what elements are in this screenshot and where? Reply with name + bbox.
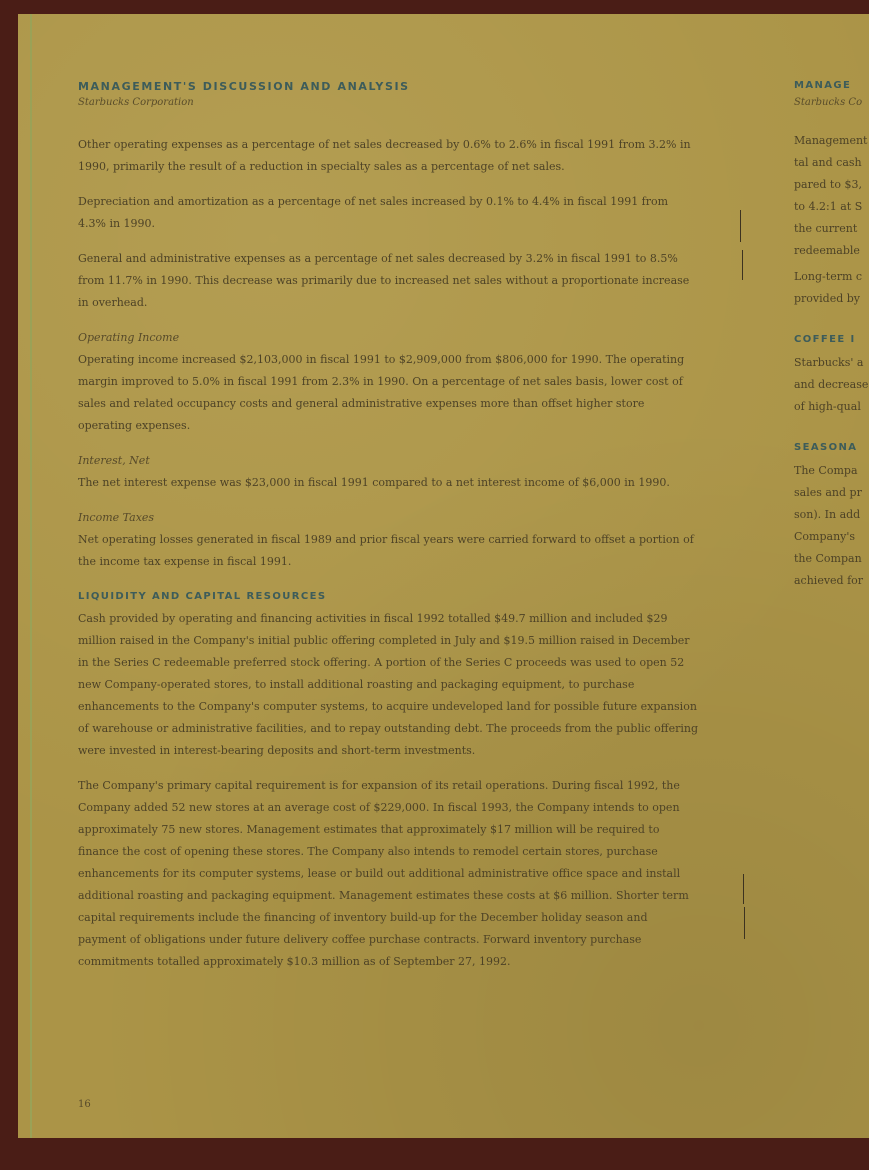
facing-page-text-line: son). In add (794, 508, 861, 521)
facing-page-text-line: of high-qual (794, 400, 861, 413)
facing-page-text-line: pared to $3, (794, 178, 862, 191)
facing-page-column (794, 14, 869, 1138)
facing-page-text-line: Starbucks Co (794, 97, 863, 108)
body-paragraph: The Company's primary capital requirement is for expansion of its retail operations. During fiscal 1992, the Company added 52 new stores at an average cost of $229,000. In fiscal 1993, the Company intends to open approximately 75 new stores. Management estimates that approximately $17 million will be required to finance the cost of opening these stores. The Company also intends to remodel certain stores, purchase enhancements for its computer systems, lease or build out additional administrative office space and install additional roasting and packaging equipment. Management estimates these costs at $6 million. Shorter term capital requirements include the financing of inventory build-up for the December holiday season and payment of obligations under future delivery coffee purchase contracts. Forward inventory purchase commitments totalled approximately $10.3 million as of September 27, 1992. (78, 779, 689, 968)
subsection-heading: Operating Income (78, 331, 180, 344)
section-heading: LIQUIDITY AND CAPITAL RESOURCES (78, 591, 327, 602)
subsection-heading: Income Taxes (78, 511, 155, 524)
facing-page-text-line: provided by (794, 292, 860, 305)
facing-page-text-line: to 4.2:1 at S (794, 200, 863, 213)
body-paragraph: Depreciation and amortization as a percentage of net sales increased by 0.1% to 4.4% in fiscal 1991 from 4.3% in 1990. (78, 195, 669, 230)
body-paragraph: Operating income increased $2,103,000 in fiscal 1991 to $2,909,000 from $806,000 for 1990. The operating margin improved to 5.0% in fiscal 1991 from 2.3% in 1990. On a percentage of net sales basis, lower cost of sales and related occupancy costs and general administrative expenses more than offset higher store operating expenses. (78, 353, 685, 432)
facing-page-text-line: Company's (794, 530, 856, 543)
margin-mark-lower-b (744, 907, 745, 939)
document-page (18, 14, 869, 1138)
section-header-title: MANAGEMENT'S DISCUSSION AND ANALYSIS (78, 80, 410, 93)
facing-page-text-line: Starbucks' a (794, 356, 864, 369)
facing-page-heading: SEASONA (794, 442, 858, 453)
facing-page-text-line: achieved for (794, 574, 864, 587)
main-text-column (78, 134, 698, 986)
facing-page-text-line: Management (794, 134, 868, 147)
facing-page-text-line: and decrease (794, 378, 869, 391)
body-paragraph: Other operating expenses as a percentage of net sales decreased by 0.6% to 2.6% in fiscal 1991 from 3.2% in 1990, primarily the result of a reduction in specialty sales as a percentage of net sales. (78, 138, 691, 173)
facing-page-text-line: sales and pr (794, 486, 862, 499)
body-paragraph: The net interest expense was $23,000 in fiscal 1991 compared to a net interest income of $6,000 in 1990. (78, 476, 670, 489)
facing-page-text-line: tal and cash (794, 156, 862, 169)
facing-page-text-line: the Compan (794, 552, 862, 565)
section-header-subtitle: Starbucks Corporation (78, 97, 194, 108)
body-paragraph: Cash provided by operating and financing activities in fiscal 1992 totalled $49.7 million and included $29 million raised in the Company's initial public offering completed in July and $19.5 million raised in December in the Series C redeemable preferred stock offering. A portion of the Series C proceeds was used to open 52 new Company-operated stores, to install additional roasting and packaging equipment, to purchase enhancements to the Company's computer systems, to acquire undeveloped land for possible future expansion of warehouse or administrative facilities, and to repay outstanding debt. The proceeds from the public offering were invested in interest-bearing deposits and short-term investments. (78, 612, 699, 757)
facing-page-text-line: redeemable (794, 244, 860, 257)
facing-page-text-line: the current (794, 222, 858, 235)
margin-mark-upper-a (740, 210, 741, 242)
subsection-heading: Interest, Net (78, 454, 150, 467)
body-paragraph: General and administrative expenses as a percentage of net sales decreased by 3.2% in fiscal 1991 to 8.5% from 11.7% in 1990. This decrease was primarily due to increased net sales without a proportionate increase in overhead. (78, 252, 690, 309)
facing-page-heading: MANAGE (794, 80, 852, 91)
margin-mark-upper-b (742, 250, 743, 280)
margin-mark-lower-a (743, 874, 744, 904)
body-paragraph: Net operating losses generated in fiscal 1989 and prior fiscal years were carried forward to offset a portion of the income tax expense in fiscal 1991. (78, 533, 694, 568)
binding-gutter-line (30, 14, 32, 1138)
facing-page-heading: COFFEE I (794, 334, 856, 345)
page-number: 16 (78, 1099, 91, 1110)
facing-page-text-line: Long-term c (794, 270, 863, 283)
facing-page-text-line: The Compa (794, 464, 858, 477)
